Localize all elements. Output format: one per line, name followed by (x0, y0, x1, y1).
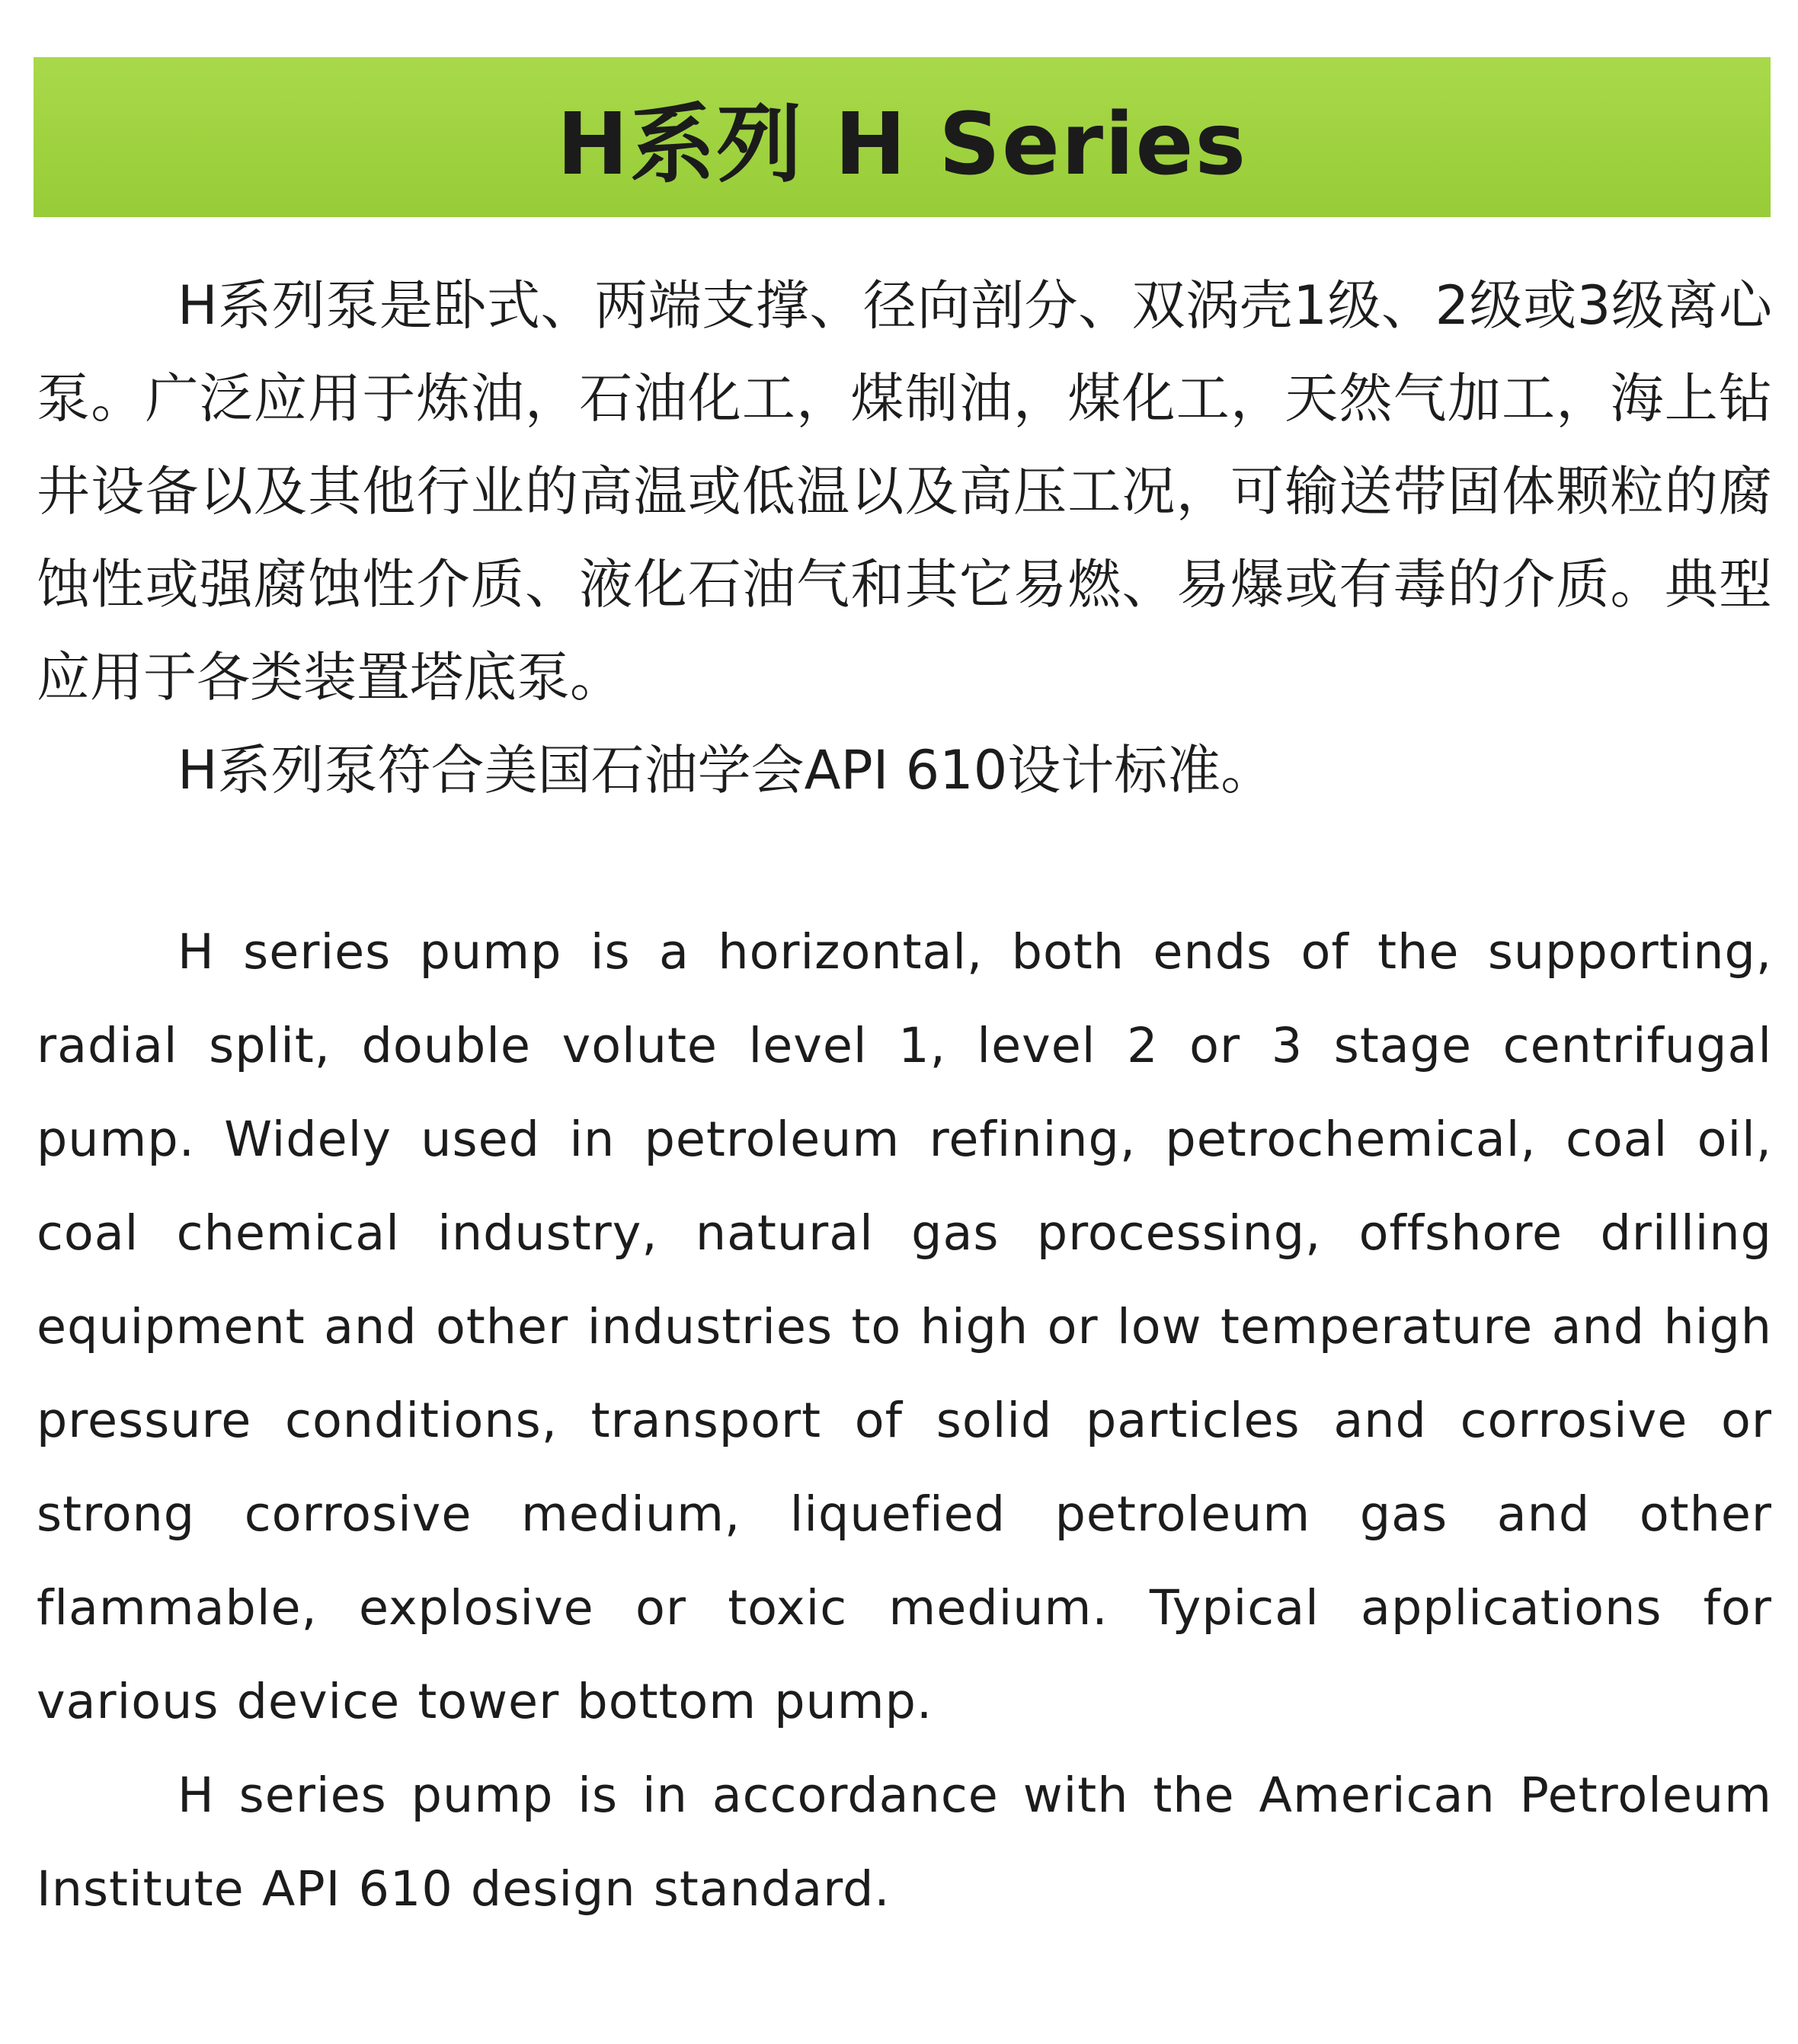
english-paragraph-description: H series pump is a horizontal, both ends of the supporting, radial split, double volute level 1, level 2 or 3 stage centrifugal pump. Widely used in petroleum refining, petrochemical, coal oil, coal chemical industry, natural gas processing, offshore drilling equipment and other industries to high or low temperature and high pressure conditions, transport of solid particles and corrosive or strong corrosive medium, liquefied petroleum gas and other flammable, explosive or toxic medium. Typical applications for various device tower bottom pump. (37, 923, 1772, 1729)
english-paragraph-standard: H series pump is in accordance with the American Petroleum Institute API 610 design standard. (37, 1767, 1772, 1917)
page-title: H系列 H Series (556, 94, 1248, 194)
chinese-paragraph-standard: H系列泵符合美国石油学会API 610设计标准。 (178, 739, 1275, 801)
title-banner (34, 57, 1771, 217)
english-section (37, 905, 1772, 1936)
chinese-section (37, 259, 1772, 817)
chinese-paragraph-description: H系列泵是卧式、两端支撑、径向剖分、双涡壳1级、2级或3级离心泵。广泛应用于炼油，石油化工，煤制油，煤化工，天然气加工，海上钻井设备以及其他行业的高温或低温以及高压工况，可输送带固体颗粒的腐蚀性或强腐蚀性介质、液化石油气和其它易燃、易爆或有毒的介质。典型应用于各类装置塔底泵。 (37, 274, 1772, 709)
